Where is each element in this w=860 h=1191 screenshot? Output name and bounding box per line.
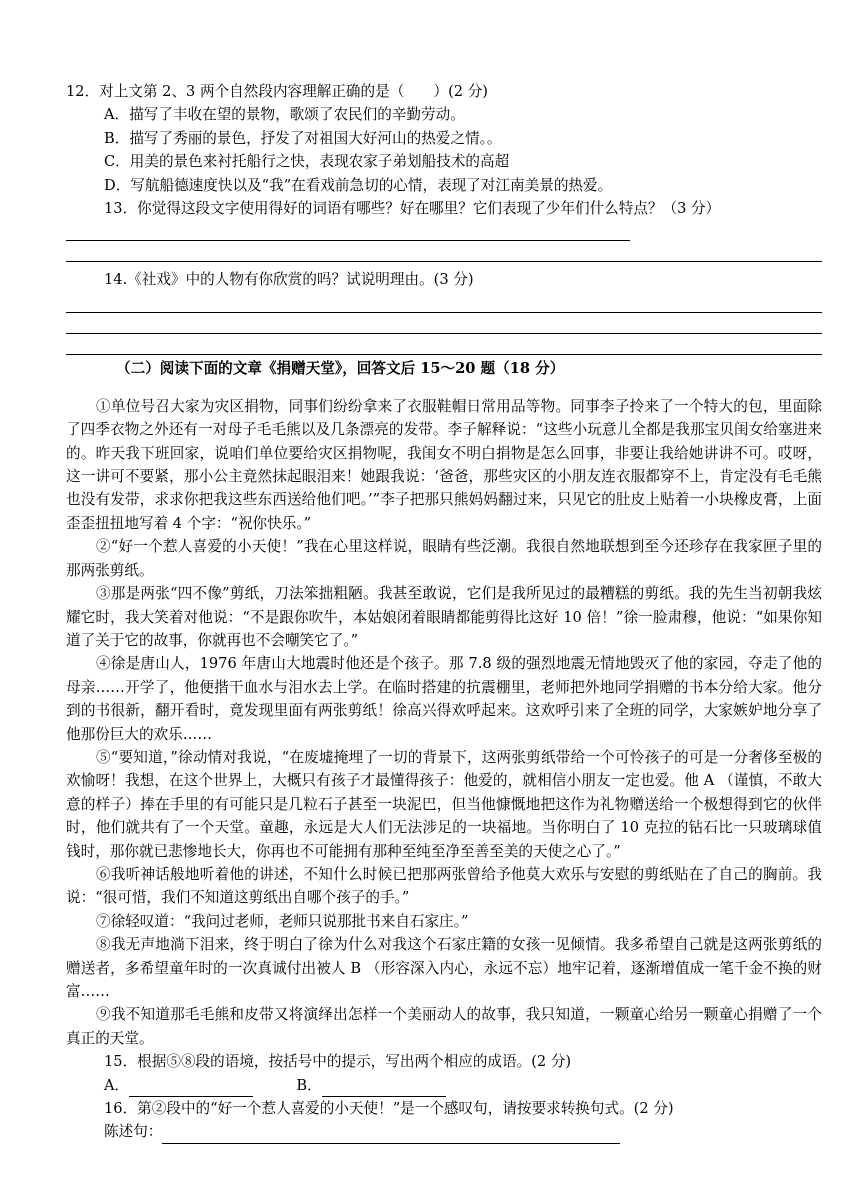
q16-answer-blank[interactable] — [162, 1125, 620, 1144]
paragraph-2: ②“好一个惹人喜爱的小天使！”我在心里这样说，眼睛有些泛潮。我很自然地联想到至今还珍存在我家匣子里的那两张剪纸。 — [66, 538, 822, 579]
paragraph-4: ④徐是唐山人，1976 年唐山大地震时他还是个孩子。那 7.8 级的强烈地震无情地毁灭了他的家园，夺走了他的母亲……开学了，他便揩干血水与泪水去上学。在临时搭建的抗震棚里，老师把外地同学捐赠的书本分给大家。他分到的书很新，翻开看时，竟发现里面有两张剪纸！徐高兴得欢呼起来。这欢呼引来了全班的同学，大家嫉妒地分享了他那份巨大的欢乐…… — [66, 655, 822, 743]
q13-stem: 13．你觉得这段文字使用得好的词语有哪些？好在哪里？它们表现了少年们什么特点？（3 分） — [104, 200, 721, 218]
q16-stem: 16．第②段中的“好一个惹人喜爱的小天使！”是一个感叹句，请按要求转换句式。(2 分) — [104, 1100, 674, 1118]
exam-page — [66, 80, 822, 1144]
q14-answer-line-2[interactable] — [66, 313, 822, 334]
paragraph-1: ①单位号召大家为灾区捐物，同事们纷纷拿来了衣服鞋帽日常用品等物。同事李子拎来了一个特大的包，里面除了四季衣物之外还有一对母子毛毛熊以及几条漂亮的发带。李子解释说：“这些小玩意儿全都是我那宝贝闺女给塞进来的。昨天我下班回家，说咱们单位要给灾区捐物呢，我闺女不明白捐物是怎么回事，非要让我给她讲讲不可。哎呀，这一讲可不要紧，那小公主竟然抹起眼泪来！她跟我说：‘爸爸，那些灾区的小朋友连衣服都穿不上，肯定没有毛毛熊也没有发带，求求你把我这些东西送给他们吧。’”李子把那只熊妈妈翻过来，只见它的肚皮上贴着一小块橡皮膏，上面歪歪扭扭地写着 4 个字：“祝你快乐。” — [66, 397, 822, 532]
paragraph-3: ③那是两张“四不像”剪纸，刀法笨拙粗陋。我甚至敢说，它们是我所见过的最糟糕的剪纸。我的先生当初朝我炫耀它时，我大笑着对他说：“不是跟你吹牛，本姑娘闭着眼睛都能剪得比这好 10 倍！”徐一脸肃穆，他说：“如果你知道了关于它的故事，你就再也不会嘲笑它了。” — [66, 585, 822, 649]
q14-answer-line-1[interactable] — [66, 292, 822, 313]
q15-a-label: A． — [104, 1076, 130, 1094]
q15-stem: 15．根据⑤⑧段的语境，按括号中的提示，写出两个相应的成语。(2 分) — [104, 1053, 572, 1071]
q14-answer-line-3[interactable] — [66, 334, 822, 355]
q15-b-label: B． — [296, 1076, 322, 1094]
q14-stem: 14.《社戏》中的人物有你欣赏的吗？试说明理由。(3 分) — [104, 271, 474, 289]
q16-answer-label: 陈述句： — [104, 1123, 163, 1141]
paragraph-9: ⑨我不知道那毛毛熊和皮带又将演绎出怎样一个美丽动人的故事，我只知道，一颗童心给另一颗童心捐赠了一个真正的天堂。 — [66, 1006, 822, 1047]
q13-answer-line-2[interactable] — [66, 241, 822, 262]
section-2-title: （二）阅读下面的文章《捐赠天堂》，回答文后 15～20 题（18 分） — [116, 359, 565, 377]
paragraph-7: ⑦徐轻叹道：“我问过老师，老师只说那批书来自石家庄。” — [96, 912, 469, 930]
paragraph-6: ⑥我听神话般地听着他的讲述，不知什么时候已把那两张曾给予他莫大欢乐与安慰的剪纸贴在了自己的胸前。我说：“很可惜，我们不知道这剪纸出自哪个孩子的手。” — [66, 865, 822, 907]
q12-option-b: B．描写了秀丽的景色，抒发了对祖国大好河山的热爱之情。。 — [104, 129, 502, 147]
paragraph-5: ⑤“要知道，”徐动情对我说，“在废墟掩埋了一切的背景下，这两张剪纸带给一个可怜孩子的可是一分奢侈至极的欢愉呀！我想，在这个世界上，大概只有孩子才最懂得孩子：他爱的，就相信小朋友一定也爱。他 A （谨慎，不敢大意的样子）捧在手里的有可能只是几粒石子甚至一块泥巴，但当他慷慨地把这作为礼物赠送给一个极想得到它的伙伴时，他们就共有了一个天堂。童趣，永远是大人们无法涉足的一块福地。当你明白了 10 克拉的钻石比一只玻璃球值钱时，那你就已悲惨地长大，你再也不可能拥有那种至纯至净至善至美的天使之心了。” — [66, 748, 822, 860]
q12-stem: 12．对上文第 2、3 两个自然段内容理解正确的是（ ）(2 分) — [66, 83, 488, 100]
q12-option-a: A．描写了丰收在望的景物，歌颂了农民们的辛勤劳动。 — [104, 106, 465, 124]
q15-b-blank[interactable] — [322, 1078, 446, 1097]
q13-answer-line-1[interactable] — [66, 220, 630, 241]
q12-option-d: D．写航船德速度快以及“我”在看戏前急切的心情，表现了对江南美景的热爱。 — [104, 176, 613, 194]
q16-answer-row — [66, 1120, 822, 1143]
paragraph-8: ⑧我无声地淌下泪来，终于明白了徐为什么对我这个石家庄籍的女孩一见倾情。我多希望自己就是这两张剪纸的赠送者，多希望童年时的一次真诚付出被人 B （形容深入内心，永远不忘）地牢记着，逐渐增值成一笔千金不换的财富…… — [66, 936, 822, 1000]
q15-answers — [66, 1074, 822, 1097]
q12-option-c: C．用美的景色来衬托船行之快，表现农家子弟划船技术的高超 — [104, 153, 510, 171]
q15-a-blank[interactable] — [129, 1078, 253, 1097]
